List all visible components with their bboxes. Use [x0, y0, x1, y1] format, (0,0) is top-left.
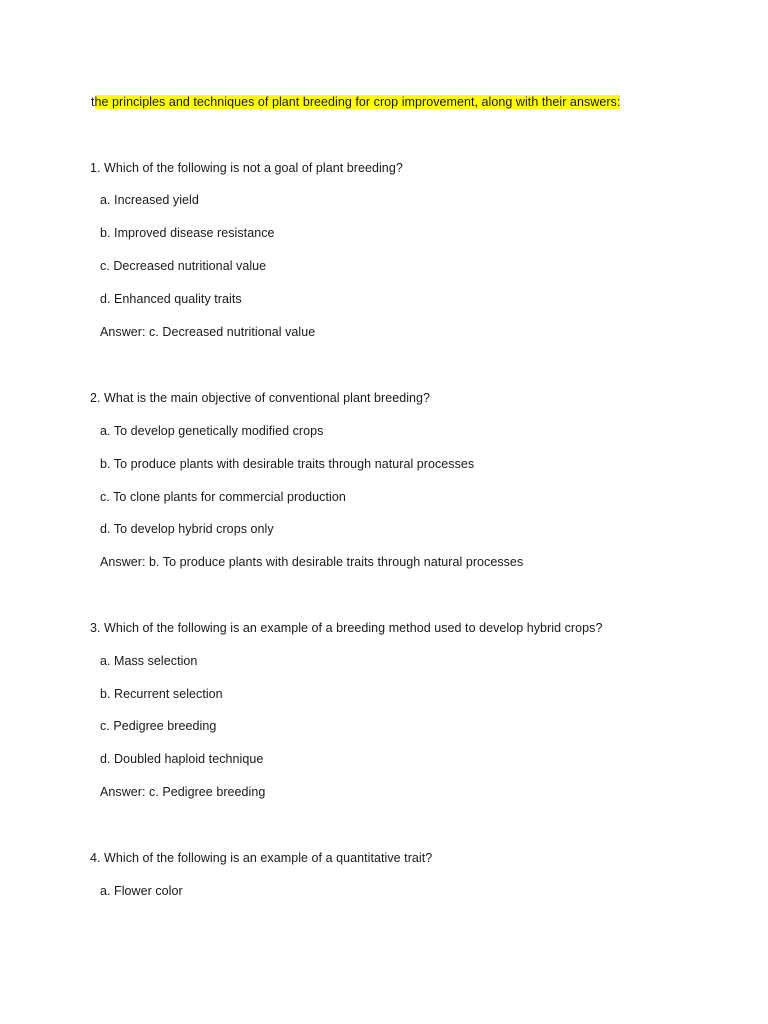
question-4: 4. Which of the following is an example of a quantitative trait? — [90, 851, 433, 865]
question-4-option-a: a. Flower color — [100, 884, 183, 898]
question-2-answer: Answer: b. To produce plants with desirable traits through natural processes — [100, 555, 524, 569]
question-1-option-a: a. Increased yield — [100, 193, 199, 207]
question-1-option-c: c. Decreased nutritional value — [100, 259, 267, 273]
question-3: 3. Which of the following is an example of a breeding method used to develop hybrid crops? — [90, 621, 603, 635]
question-3-option-d: d. Doubled haploid technique — [100, 752, 264, 766]
title-lead: t — [91, 95, 95, 109]
question-1-option-b: b. Improved disease resistance — [100, 226, 275, 240]
question-1-option-d: d. Enhanced quality traits — [100, 292, 242, 306]
question-3-option-a: a. Mass selection — [100, 654, 198, 668]
document-title — [91, 94, 620, 110]
question-2-option-a: a. To develop genetically modified crops — [100, 424, 324, 438]
question-2-option-d: d. To develop hybrid crops only — [100, 522, 274, 536]
question-2: 2. What is the main objective of conventional plant breeding? — [90, 391, 431, 405]
question-3-option-b: b. Recurrent selection — [100, 687, 223, 701]
question-3-answer: Answer: c. Pedigree breeding — [100, 785, 266, 799]
title-highlighted-text: he principles and techniques of plant breeding for crop improvement, along with their answers: — [94, 95, 621, 109]
question-2-option-c: c. To clone plants for commercial production — [100, 490, 346, 504]
question-2-option-b: b. To produce plants with desirable traits through natural processes — [100, 457, 475, 471]
question-3-option-c: c. Pedigree breeding — [100, 719, 217, 733]
question-1-answer: Answer: c. Decreased nutritional value — [100, 325, 316, 339]
question-1: 1. Which of the following is not a goal of plant breeding? — [90, 161, 403, 175]
